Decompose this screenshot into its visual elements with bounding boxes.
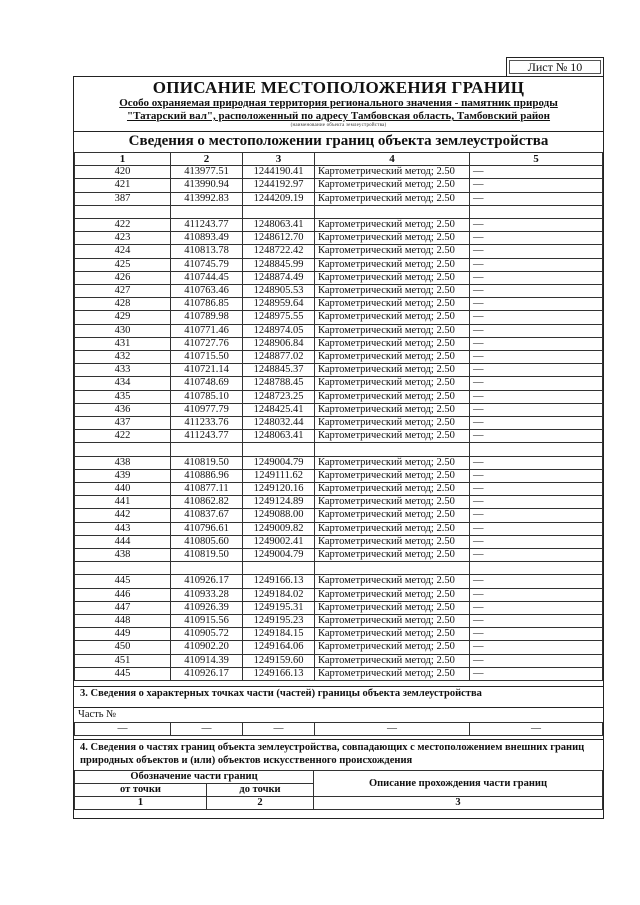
separator-row <box>75 443 603 456</box>
table-cell: 410805.60 <box>171 535 243 548</box>
table-cell: — <box>243 723 315 736</box>
table-cell: 446 <box>75 588 171 601</box>
table-cell: — <box>470 549 603 562</box>
table-cell: — <box>470 179 603 192</box>
table-cell: 387 <box>75 192 171 205</box>
table-row <box>75 723 603 736</box>
table-cell: — <box>470 535 603 548</box>
table-cell: 410819.50 <box>171 456 243 469</box>
table-cell: Картометрический метод; 2.50 <box>315 535 470 548</box>
table-cell: 449 <box>75 628 171 641</box>
table-cell: 410926.39 <box>171 601 243 614</box>
table-cell: Картометрический метод; 2.50 <box>315 403 470 416</box>
table-cell: Картометрический метод; 2.50 <box>315 628 470 641</box>
table-cell: 1249088.00 <box>243 509 315 522</box>
table-cell: 422 <box>75 219 171 232</box>
table-cell <box>315 443 470 456</box>
table-row <box>75 549 603 562</box>
table-cell: 438 <box>75 549 171 562</box>
table-cell: Картометрический метод; 2.50 <box>315 575 470 588</box>
table-cell: — <box>470 192 603 205</box>
table-cell: 410727.76 <box>171 337 243 350</box>
table-cell: 1249124.89 <box>243 496 315 509</box>
table-cell <box>75 205 171 218</box>
table-cell: Картометрический метод; 2.50 <box>315 615 470 628</box>
table-cell: Картометрический метод; 2.50 <box>315 509 470 522</box>
table-cell: 410721.14 <box>171 364 243 377</box>
table-cell: 421 <box>75 179 171 192</box>
table-row <box>75 337 603 350</box>
table-cell: 410862.82 <box>171 496 243 509</box>
table-cell: 410877.11 <box>171 483 243 496</box>
to-point-header: до точки <box>207 784 314 797</box>
table-cell: Картометрический метод; 2.50 <box>315 456 470 469</box>
table-cell: Картометрический метод; 2.50 <box>315 245 470 258</box>
table-cell: — <box>75 723 171 736</box>
table-row <box>75 311 603 324</box>
table-cell: 410763.46 <box>171 285 243 298</box>
column-header: 1 <box>75 153 171 166</box>
table-cell: 1249159.60 <box>243 654 315 667</box>
table-cell: 410977.79 <box>171 403 243 416</box>
document-frame <box>73 76 604 819</box>
table-cell: 411243.77 <box>171 430 243 443</box>
table-cell: Картометрический метод; 2.50 <box>315 377 470 390</box>
table-cell: — <box>470 430 603 443</box>
table-row <box>75 219 603 232</box>
table-cell: 1248425.41 <box>243 403 315 416</box>
table-cell: 428 <box>75 298 171 311</box>
table-cell <box>315 205 470 218</box>
table-cell: 1249184.02 <box>243 588 315 601</box>
table-cell: Картометрический метод; 2.50 <box>315 285 470 298</box>
table-cell: 431 <box>75 337 171 350</box>
table-cell: Картометрический метод; 2.50 <box>315 549 470 562</box>
table-cell: 448 <box>75 615 171 628</box>
table-cell: Картометрический метод; 2.50 <box>315 483 470 496</box>
table-cell: 1248723.25 <box>243 390 315 403</box>
table-row <box>75 535 603 548</box>
table-row <box>75 797 603 810</box>
table-cell <box>470 443 603 456</box>
table-cell: 410914.39 <box>171 654 243 667</box>
table-cell: 1244209.19 <box>243 192 315 205</box>
table-cell: 445 <box>75 667 171 680</box>
table-row <box>75 324 603 337</box>
table-cell: — <box>470 377 603 390</box>
table-cell: — <box>470 628 603 641</box>
table-cell: 410915.56 <box>171 615 243 628</box>
table-row <box>75 271 603 284</box>
column-number: 3 <box>314 797 603 810</box>
table-row <box>75 258 603 271</box>
table-cell: 1248032.44 <box>243 417 315 430</box>
table-cell: 1249164.06 <box>243 641 315 654</box>
table-cell: 437 <box>75 417 171 430</box>
table-cell: 410744.45 <box>171 271 243 284</box>
table-cell: Картометрический метод; 2.50 <box>315 219 470 232</box>
table-cell: 434 <box>75 377 171 390</box>
table-cell: — <box>470 258 603 271</box>
designation-header: Обозначение части границ <box>75 771 314 784</box>
column-header: 2 <box>171 153 243 166</box>
table-cell: Картометрический метод; 2.50 <box>315 179 470 192</box>
table-cell: 447 <box>75 601 171 614</box>
table-cell: — <box>171 723 243 736</box>
divider <box>74 739 603 740</box>
table-row <box>75 232 603 245</box>
table-row <box>75 522 603 535</box>
section-3-table <box>74 722 603 736</box>
table-cell: — <box>470 351 603 364</box>
table-cell: 1249166.13 <box>243 575 315 588</box>
table-row <box>75 166 603 179</box>
table-cell: 430 <box>75 324 171 337</box>
table-cell: 444 <box>75 535 171 548</box>
table-cell: Картометрический метод; 2.50 <box>315 469 470 482</box>
table-cell: 442 <box>75 509 171 522</box>
table-cell: — <box>470 271 603 284</box>
table-cell: Картометрический метод; 2.50 <box>315 390 470 403</box>
table-row <box>75 667 603 680</box>
column-header: 3 <box>243 153 315 166</box>
table-cell: Картометрический метод; 2.50 <box>315 166 470 179</box>
table-cell: Картометрический метод; 2.50 <box>315 601 470 614</box>
table-cell: 435 <box>75 390 171 403</box>
column-header: 4 <box>315 153 470 166</box>
table-cell: Картометрический метод; 2.50 <box>315 351 470 364</box>
table-cell: 1248845.99 <box>243 258 315 271</box>
table-cell: — <box>470 456 603 469</box>
table-row <box>75 456 603 469</box>
table-cell: 410715.50 <box>171 351 243 364</box>
table-cell: 432 <box>75 351 171 364</box>
table-cell: Картометрический метод; 2.50 <box>315 271 470 284</box>
table-row <box>75 390 603 403</box>
table-cell: 450 <box>75 641 171 654</box>
table-row <box>75 417 603 430</box>
table-cell: Картометрический метод; 2.50 <box>315 417 470 430</box>
object-name-caption: (наименование объекта землеустройства) <box>290 123 387 128</box>
table-cell: 1248722.42 <box>243 245 315 258</box>
table-row <box>75 615 603 628</box>
table-cell: 410902.20 <box>171 641 243 654</box>
column-number: 2 <box>207 797 314 810</box>
table-cell: 1248905.53 <box>243 285 315 298</box>
table-cell: 1248063.41 <box>243 219 315 232</box>
table-row <box>75 483 603 496</box>
table-row <box>75 364 603 377</box>
table-header-row <box>75 153 603 166</box>
table-cell: 410785.10 <box>171 390 243 403</box>
table-cell: — <box>470 469 603 482</box>
table-cell: 410926.17 <box>171 667 243 680</box>
table-cell: 1248975.55 <box>243 311 315 324</box>
table-cell: 1249002.41 <box>243 535 315 548</box>
table-cell: — <box>470 588 603 601</box>
table-cell: 427 <box>75 285 171 298</box>
column-header: 5 <box>470 153 603 166</box>
table-cell: 425 <box>75 258 171 271</box>
table-cell: 1248845.37 <box>243 364 315 377</box>
section-3-title: 3. Сведения о характерных точках части (частей) границы объекта землеустройства <box>80 688 482 699</box>
table-cell: 1249009.82 <box>243 522 315 535</box>
table-cell: 1249120.16 <box>243 483 315 496</box>
table-cell: 411233.76 <box>171 417 243 430</box>
table-cell: 1248874.49 <box>243 271 315 284</box>
table-cell: 410786.85 <box>171 298 243 311</box>
table-cell: 441 <box>75 496 171 509</box>
table-cell: 1244190.41 <box>243 166 315 179</box>
table-cell: 1248959.64 <box>243 298 315 311</box>
object-name-line-2: "Татарский вал", расположенный по адресу Тамбовская область, Тамбовский район <box>126 110 551 122</box>
table-cell: Картометрический метод; 2.50 <box>315 258 470 271</box>
table-cell: — <box>470 403 603 416</box>
table-cell: 438 <box>75 456 171 469</box>
table-cell: — <box>470 641 603 654</box>
table-cell: 436 <box>75 403 171 416</box>
table-cell: 1244192.97 <box>243 179 315 192</box>
table-row <box>75 575 603 588</box>
table-cell: Картометрический метод; 2.50 <box>315 311 470 324</box>
table-cell: — <box>315 723 470 736</box>
separator-row <box>75 205 603 218</box>
from-point-header: от точки <box>75 784 207 797</box>
table-cell: Картометрический метод; 2.50 <box>315 667 470 680</box>
table-cell <box>243 205 315 218</box>
table-row <box>75 469 603 482</box>
table-cell: — <box>470 285 603 298</box>
table-row <box>75 377 603 390</box>
table-cell: 1249195.23 <box>243 615 315 628</box>
table-cell: 410813.78 <box>171 245 243 258</box>
table-cell: — <box>470 245 603 258</box>
table-cell: Картометрический метод; 2.50 <box>315 430 470 443</box>
table-cell: 413990.94 <box>171 179 243 192</box>
table-cell: 1249184.15 <box>243 628 315 641</box>
table-row <box>75 179 603 192</box>
table-cell <box>470 562 603 575</box>
part-number-label: Часть № <box>78 709 117 720</box>
table-cell: 423 <box>75 232 171 245</box>
divider <box>74 686 603 687</box>
divider <box>74 707 603 708</box>
table-cell: Картометрический метод; 2.50 <box>315 641 470 654</box>
table-cell <box>171 443 243 456</box>
table-cell: 440 <box>75 483 171 496</box>
coordinates-table <box>74 152 603 681</box>
document-title: ОПИСАНИЕ МЕСТОПОЛОЖЕНИЯ ГРАНИЦ <box>152 78 525 97</box>
table-cell: Картометрический метод; 2.50 <box>315 496 470 509</box>
table-cell: 410926.17 <box>171 575 243 588</box>
table-row <box>75 641 603 654</box>
table-row <box>75 192 603 205</box>
table-cell: 433 <box>75 364 171 377</box>
table-cell: — <box>470 298 603 311</box>
table-cell: 451 <box>75 654 171 667</box>
table-cell: 445 <box>75 575 171 588</box>
table-cell: 410886.96 <box>171 469 243 482</box>
table-row <box>75 245 603 258</box>
table-cell: Картометрический метод; 2.50 <box>315 522 470 535</box>
table-cell: 424 <box>75 245 171 258</box>
table-cell: 1248788.45 <box>243 377 315 390</box>
table-cell: Картометрический метод; 2.50 <box>315 192 470 205</box>
table-cell <box>470 205 603 218</box>
table-cell: — <box>470 723 603 736</box>
table-cell: Картометрический метод; 2.50 <box>315 337 470 350</box>
table-cell: — <box>470 654 603 667</box>
sheet-number-label: Лист № 10 <box>506 57 604 77</box>
table-cell: — <box>470 219 603 232</box>
table-cell: — <box>470 311 603 324</box>
table-cell: 411243.77 <box>171 219 243 232</box>
table-cell: 413977.51 <box>171 166 243 179</box>
table-cell <box>315 562 470 575</box>
table-cell: 410748.69 <box>171 377 243 390</box>
column-number: 1 <box>75 797 207 810</box>
table-row <box>75 298 603 311</box>
table-cell: — <box>470 483 603 496</box>
table-cell: Картометрический метод; 2.50 <box>315 324 470 337</box>
table-cell: 1249111.62 <box>243 469 315 482</box>
table-cell: 420 <box>75 166 171 179</box>
table-cell: — <box>470 390 603 403</box>
section-4-table <box>74 770 603 810</box>
table-cell: 443 <box>75 522 171 535</box>
table-cell: 1249195.31 <box>243 601 315 614</box>
table-cell: — <box>470 364 603 377</box>
table-cell: — <box>470 575 603 588</box>
table-cell: Картометрический метод; 2.50 <box>315 232 470 245</box>
table-cell: 410819.50 <box>171 549 243 562</box>
table-cell: 1248612.70 <box>243 232 315 245</box>
table-cell: 429 <box>75 311 171 324</box>
section-4-title: 4. Сведения о частях границ объекта землеустройства, совпадающих с местоположением внешних границ природных объектов и (или) объектов искусственного происхождения <box>80 742 585 766</box>
table-row <box>75 509 603 522</box>
table-cell <box>243 443 315 456</box>
table-cell: — <box>470 417 603 430</box>
table-cell: 1249004.79 <box>243 456 315 469</box>
table-cell <box>171 562 243 575</box>
table-cell: 1248974.05 <box>243 324 315 337</box>
table-cell: — <box>470 601 603 614</box>
table-cell: 410905.72 <box>171 628 243 641</box>
table-cell: 410789.98 <box>171 311 243 324</box>
table-cell: 410796.61 <box>171 522 243 535</box>
separator-row <box>75 562 603 575</box>
table-cell: 439 <box>75 469 171 482</box>
table-cell: 410893.49 <box>171 232 243 245</box>
table-row <box>75 601 603 614</box>
table-cell: Картометрический метод; 2.50 <box>315 654 470 667</box>
table-cell <box>243 562 315 575</box>
table-row <box>75 628 603 641</box>
table-cell: 1249004.79 <box>243 549 315 562</box>
table-row <box>75 285 603 298</box>
table-row <box>75 771 603 784</box>
table-cell: — <box>470 337 603 350</box>
table-cell: 410933.28 <box>171 588 243 601</box>
table-cell: Картометрический метод; 2.50 <box>315 588 470 601</box>
table-cell: 413992.83 <box>171 192 243 205</box>
table-cell: — <box>470 509 603 522</box>
table-cell: 1248877.02 <box>243 351 315 364</box>
table-row <box>75 496 603 509</box>
table-cell: — <box>470 615 603 628</box>
table-cell: 426 <box>75 271 171 284</box>
table-cell <box>75 562 171 575</box>
table-row <box>75 351 603 364</box>
table-cell: 410771.46 <box>171 324 243 337</box>
section-2-title: Сведения о местоположении границ объекта землеустройства <box>128 133 549 149</box>
table-cell: 1249166.13 <box>243 667 315 680</box>
table-cell: 1248063.41 <box>243 430 315 443</box>
table-cell: — <box>470 232 603 245</box>
table-cell: — <box>470 324 603 337</box>
table-row <box>75 588 603 601</box>
table-cell <box>171 205 243 218</box>
object-name-line-1: Особо охраняемая природная территория регионального значения - памятник природы <box>119 97 558 109</box>
table-cell: — <box>470 522 603 535</box>
description-header: Описание прохождения части границ <box>314 771 603 797</box>
table-cell: — <box>470 166 603 179</box>
table-cell: — <box>470 667 603 680</box>
table-cell: — <box>470 496 603 509</box>
table-row <box>75 430 603 443</box>
table-row <box>75 654 603 667</box>
table-row <box>75 403 603 416</box>
table-cell: Картометрический метод; 2.50 <box>315 298 470 311</box>
table-cell: 410745.79 <box>171 258 243 271</box>
table-cell <box>75 443 171 456</box>
table-cell: 422 <box>75 430 171 443</box>
table-cell: 410837.67 <box>171 509 243 522</box>
table-cell: Картометрический метод; 2.50 <box>315 364 470 377</box>
table-cell: 1248906.84 <box>243 337 315 350</box>
